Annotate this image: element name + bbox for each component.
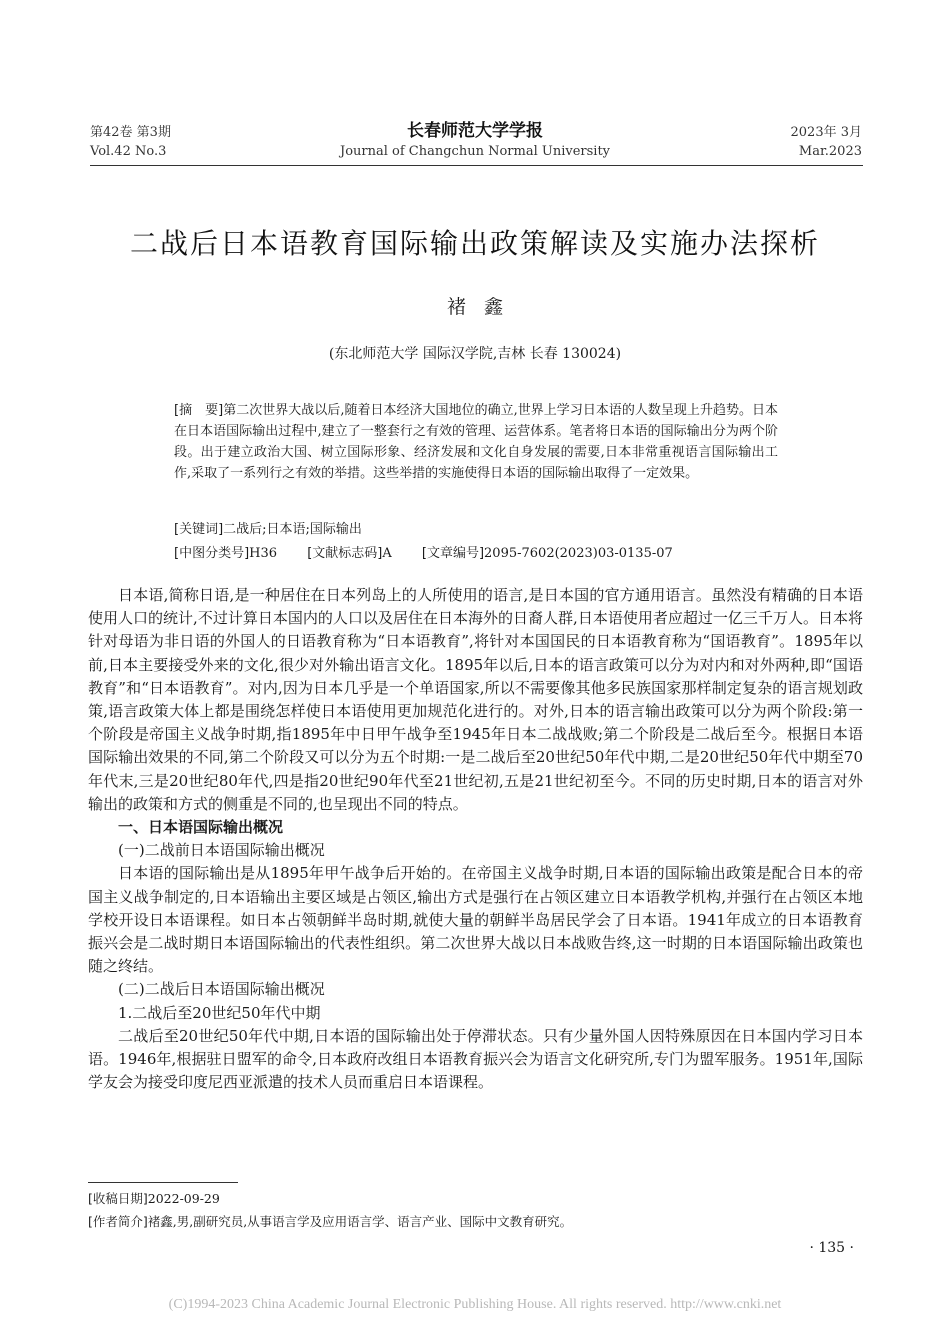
volume-issue-en: Vol.42 No.3 [90, 144, 167, 159]
sub-subsection-heading: 1.二战后至20世纪50年代中期 [118, 1003, 321, 1022]
article-number-item [422, 546, 673, 561]
doc-code-value: A [382, 546, 392, 561]
keywords [174, 518, 778, 537]
clc-label: [中图分类号] [174, 546, 250, 561]
author-bio-label: [作者简介] [88, 1214, 148, 1229]
article-number-label: [文章编号] [421, 546, 485, 561]
abstract-label: [摘 要] [174, 403, 224, 418]
section-heading: 一、日本语国际输出概况 [118, 818, 284, 837]
abstract [174, 400, 778, 484]
clc-item [174, 546, 277, 561]
author-bio-text: 褚鑫,男,副研究员,从事语言学及应用语言学、语言产业、国际中文教育研究。 [147, 1214, 573, 1229]
author-affiliation: (东北师范大学 国际汉学院,吉林 长春 130024) [328, 346, 622, 362]
keywords-text: 二战后;日本语;国际输出 [223, 522, 362, 537]
received-label: [收稿日期] [88, 1191, 148, 1206]
clc-value: H36 [249, 546, 278, 561]
journal-subtitle: Journal of Changchun Normal University [339, 144, 611, 159]
issue-date-cn: 2023年 3月 [790, 125, 862, 140]
doc-code-item [307, 546, 392, 561]
author-bio [88, 1212, 863, 1230]
paragraph-prewar: 日本语的国际输出是从1895年甲午战争后开始的。在帝国主义战争时期,日本语的国际输出政策是配合日本的帝国主义战争制定的,日本语输出主要区域是占领区,输出方式是强行在占领区建立日本语教学机构,并强行在占领区本地学校开设日本语课程。如日本占领朝鲜半岛时期,就使大量的朝鲜半岛居民学会了日本语。1941年成立的日本语教育振兴会是二战时期日本语国际输出的代表性组织。第二次世界大战以日本战败告终,这一时期的日本语国际输出政策也随之终结。 [88, 864, 863, 976]
paragraph-postwar: 二战后至20世纪50年代中期,日本语的国际输出处于停滞状态。只有少量外国人因特殊原因在日本国内学习日本语。1946年,根据驻日盟军的命令,日本政府改组日本语教育振兴会为语言文化研究所,专门为盟军服务。1951年,国际学友会为接受印度尼西亚派遣的技术人员而重启日本语课程。 [88, 1026, 863, 1092]
copyright-watermark: (C)1994-2023 China Academic Journal Electronic Publishing House. All rights reserved. http://www.cnki.net [168, 1297, 782, 1312]
article-number-value: 2095-7602(2023)03-0135-07 [484, 546, 673, 561]
subsection-heading-prewar: (一)二战前日本语国际输出概况 [118, 841, 325, 860]
received-date [88, 1189, 863, 1207]
classification-line [174, 542, 778, 561]
abstract-text: 第二次世界大战以后,随着日本经济大国地位的确立,世界上学习日本语的人数呈现上升趋势。日本在日本语国际输出过程中,建立了一整套行之有效的管理、运营体系。笔者将日本语的国际输出分为两个阶段。出于建立政治大国、树立国际形象、经济发展和文化自身发展的需要,日本非常重视语言国际输出工作,采取了一系列行之有效的举措。这些举措的实施使得日本语的国际输出取得了一定效果。 [174, 403, 778, 481]
author-name: 褚鑫 [446, 296, 521, 318]
volume-issue-cn: 第42卷 第3期 [90, 125, 171, 140]
subsection-heading-postwar: (二)二战后日本语国际输出概况 [118, 980, 325, 999]
paragraph-intro: 日本语,简称日语,是一种居住在日本列岛上的人所使用的语言,是日本国的官方通用语言。虽然没有精确的日本语使用人口的统计,不过计算日本国内的人口以及居住在日本海外的日裔人群,日本语使用者应超过一亿三千万人。日本将针对母语为非日语的外国人的日语教育称为“日本语教育”,将针对本国国民的日本语教育称为“国语教育”。1895年以前,日本主要接受外来的文化,很少对外输出语言文化。1895年以后,日本的语言政策可以分为对内和对外两种,即“国语教育”和“日本语教育”。对内,因为日本几乎是一个单语国家,所以不需要像其他多民族国家那样制定复杂的语言规划政策,语言政策大体上都是围绕怎样使日本语使用更加规范化进行的。对外,日本的语言输出政策可以分为两个阶段:第一个阶段是帝国主义战争时期,指1895年中日甲午战争至1945年日本二战战败;第二个阶段是二战后至今。根据日本语国际输出效果的不同,第二个阶段又可以分为五个时期:一是二战后至20世纪50年代中期,二是20世纪50年代中期至70年代末,三是20世纪80年代,四是指20世纪90年代至21世纪初,五是21世纪初至今。不同的历史时期,日本的语言对外输出的政策和方式的侧重是不同的,也呈现出不同的特点。 [88, 586, 863, 813]
page-number: · 135 · [809, 1240, 854, 1256]
article-title: 二战后日本语教育国际输出政策解读及实施办法探析 [129, 227, 820, 260]
article-body [88, 584, 863, 1094]
header-rule [90, 165, 863, 166]
footnote-rule [88, 1182, 238, 1183]
issue-date-en: Mar.2023 [798, 144, 862, 159]
journal-title: 长春师范大学学报 [407, 121, 543, 141]
received-value: 2022-09-29 [147, 1191, 220, 1206]
doc-code-label: [文献标志码] [307, 546, 383, 561]
keywords-label: [关键词] [174, 522, 224, 537]
